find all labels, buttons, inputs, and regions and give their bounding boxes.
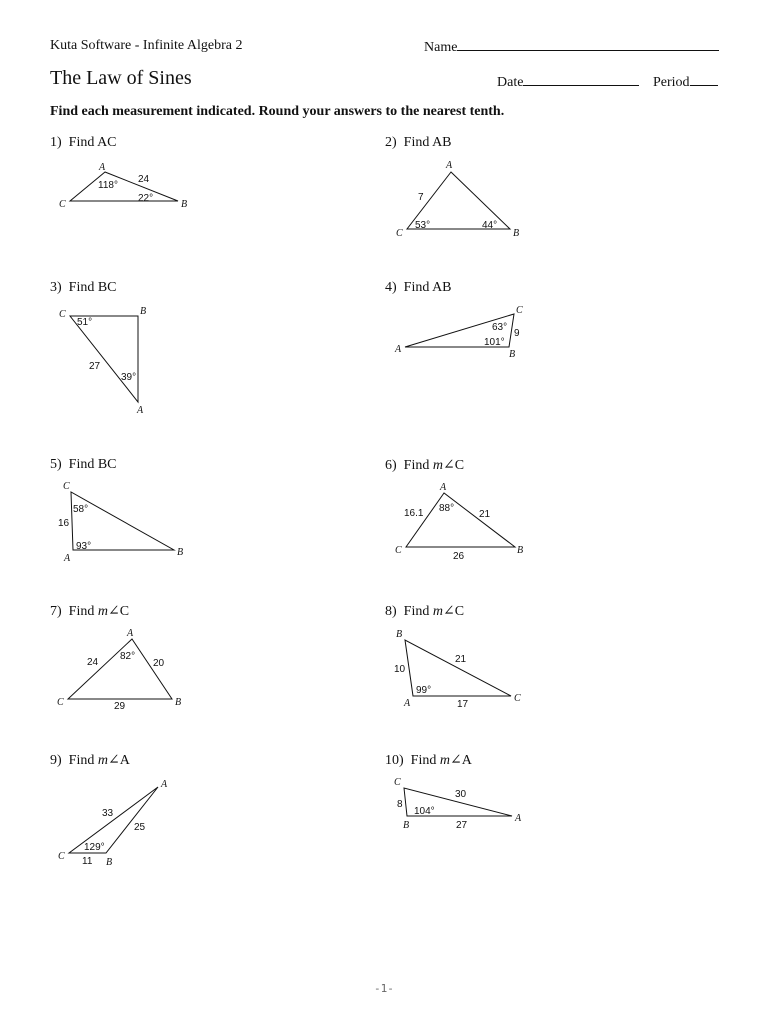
problem-6-prompt: 6) Find m∠C xyxy=(385,458,465,473)
side-ab-label: 21 xyxy=(479,509,491,520)
vertex-c: C xyxy=(58,851,65,862)
vertex-b: B xyxy=(517,545,524,556)
side-ac-label: 7 xyxy=(418,192,424,203)
angle-a-label: 93° xyxy=(76,541,92,552)
vertex-c: C xyxy=(59,309,66,320)
page-number: -1- xyxy=(374,982,394,995)
angle-c-label: 51° xyxy=(77,317,93,328)
vertex-b: B xyxy=(396,629,403,640)
problem-number: 8) xyxy=(385,604,397,619)
vertex-a: A xyxy=(404,698,411,709)
vertex-c: C xyxy=(514,693,521,704)
side-ab-label: 24 xyxy=(138,174,150,185)
vertex-c: C xyxy=(57,697,64,708)
side-ac-label: 33 xyxy=(102,808,114,819)
problem-number: 3) xyxy=(50,280,62,295)
side-ac-label: 24 xyxy=(87,657,99,668)
vertex-c: C xyxy=(59,199,66,210)
problem-7-prompt: 7) Find m∠C xyxy=(50,604,130,619)
vertex-a: A xyxy=(440,482,447,493)
angle-a-label: 118° xyxy=(98,180,118,191)
problem-text: Find AC xyxy=(68,135,117,150)
angle-b-label: 22° xyxy=(138,193,154,204)
angle-a-label: 88° xyxy=(439,503,455,514)
vertex-a: A xyxy=(137,405,144,416)
vertex-c: C xyxy=(516,305,523,316)
angle-a-label: 39° xyxy=(121,372,137,383)
instructions: Find each measurement indicated. Round your answers to the nearest tenth. xyxy=(50,104,505,119)
vertex-b: B xyxy=(175,697,182,708)
problem-number: 9) xyxy=(50,753,62,768)
vertex-c: C xyxy=(394,777,401,788)
problem-number: 4) xyxy=(385,280,397,295)
vertex-a: A xyxy=(64,553,71,564)
problem-number: 7) xyxy=(50,604,62,619)
vertex-c: C xyxy=(396,228,403,239)
angle-a-label: 82° xyxy=(120,651,136,662)
side-ac-label: 17 xyxy=(457,699,469,710)
date-label: Date xyxy=(497,75,524,90)
vertex-b: B xyxy=(140,306,147,317)
vertex-a: A xyxy=(515,813,522,824)
side-ab-label: 10 xyxy=(394,664,406,675)
angle-c-label: 58° xyxy=(73,504,89,515)
vertex-b: B xyxy=(403,820,410,831)
problem-number: 6) xyxy=(385,458,397,473)
angle-b-label: 44° xyxy=(482,220,498,231)
angle-a-label: 99° xyxy=(416,685,432,696)
vertex-c: C xyxy=(63,481,70,492)
problem-text: Find AB xyxy=(403,135,452,150)
side-ac-label: 16.1 xyxy=(404,508,424,519)
side-bc-label: 11 xyxy=(82,856,93,867)
angle-b-label: 101° xyxy=(484,337,505,348)
side-bc-label: 21 xyxy=(455,654,467,665)
problem-9-prompt: 9) Find m∠A xyxy=(50,753,130,768)
vertex-a: A xyxy=(395,344,402,355)
vertex-a: A xyxy=(446,160,453,171)
period-label: Period xyxy=(653,75,690,90)
side-ab-label: 25 xyxy=(134,822,146,833)
vertex-b: B xyxy=(177,547,184,558)
vertex-a: A xyxy=(161,779,168,790)
problem-10-prompt: 10) Find m∠A xyxy=(385,753,472,768)
side-bc-label: 8 xyxy=(397,799,403,810)
side-ac-label: 16 xyxy=(58,518,70,529)
problem-number: 2) xyxy=(385,135,397,150)
worksheet-title: The Law of Sines xyxy=(50,67,192,89)
angle-b-label: 104° xyxy=(414,806,435,817)
problem-text: Find BC xyxy=(68,457,117,472)
side-bc-label: 26 xyxy=(453,551,465,562)
angle-c-label: 63° xyxy=(492,322,508,333)
side-bc-label: 9 xyxy=(514,328,520,339)
side-ac-label: 30 xyxy=(455,789,467,800)
side-ac-label: 27 xyxy=(89,361,101,372)
angle-c-label: 53° xyxy=(415,220,431,231)
vertex-c: C xyxy=(395,545,402,556)
vertex-b: B xyxy=(513,228,520,239)
problem-text: Find AB xyxy=(403,280,452,295)
side-bc-label: 29 xyxy=(114,701,126,712)
problem-number: 1) xyxy=(50,135,62,150)
side-ab-label: 27 xyxy=(456,820,468,831)
name-label: Name xyxy=(424,40,458,55)
vertex-b: B xyxy=(181,199,188,210)
problem-8-prompt: 8) Find m∠C xyxy=(385,604,465,619)
publisher-line: Kuta Software - Infinite Algebra 2 xyxy=(50,38,243,53)
problem-text: Find BC xyxy=(68,280,117,295)
vertex-a: A xyxy=(99,162,106,173)
problem-number: 10) xyxy=(385,753,404,768)
vertex-b: B xyxy=(106,857,113,868)
vertex-b: B xyxy=(509,349,516,360)
vertex-a: A xyxy=(127,628,134,639)
angle-b-label: 129° xyxy=(84,842,105,853)
side-ab-label: 20 xyxy=(153,658,165,669)
problem-number: 5) xyxy=(50,457,62,472)
